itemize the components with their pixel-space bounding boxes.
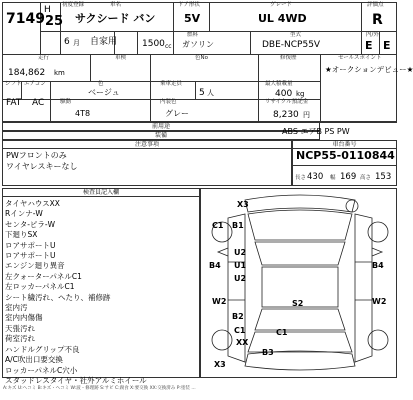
inspection-line: シート穢汚れ、へたり、補修跡 (5, 292, 111, 302)
inspection-line: ロッカーパネルC穴小 (5, 365, 78, 375)
inspection-line: センタ-ピラ-W (5, 219, 56, 229)
mileage-unit: km (54, 69, 65, 77)
displacement-unit: cc (165, 43, 172, 50)
notes-line-2: ワイヤレスキーなし (6, 162, 78, 171)
color-value: ベージュ (88, 88, 120, 97)
shaken-caption: 車検 (115, 55, 127, 61)
inspection-line: 左ロッカーパネルC1 (5, 282, 75, 292)
load-value: 400 (275, 89, 293, 99)
reg-era: H (44, 5, 51, 15)
grade-value: UL 4WD (258, 12, 307, 25)
dims-h-label: 高さ (360, 175, 372, 181)
recycle-unit: 円 (303, 111, 310, 119)
inspection-title: 検査員記入欄 (2, 188, 200, 197)
hist-caption: 修復歴 (280, 55, 297, 61)
reg-month: 6 (64, 37, 70, 47)
int-color-caption: 内装色 (160, 99, 177, 105)
dims-l-label: 長さ (295, 175, 307, 181)
damage-mark: B4 (372, 261, 384, 270)
dims-w: 169 (340, 172, 357, 182)
int-value: E (365, 39, 373, 52)
inspection-line: 荷室汚れ (5, 334, 35, 344)
damage-mark: XX (236, 338, 249, 347)
fuel-caption: 燃料 (187, 32, 199, 38)
damage-mark: X3 (214, 360, 226, 369)
load-unit: kg (296, 90, 305, 98)
damage-mark: U2 (234, 248, 247, 257)
reg-year: 25 (45, 14, 64, 29)
doors-caption: ドア形状 (178, 2, 200, 8)
prev-use-header: 前用途 (2, 122, 320, 131)
mileage-caption: 走行 (38, 55, 50, 61)
int-ext-caption: 内/外 (366, 32, 379, 38)
recycle-caption: リサイクル預託金 (265, 99, 309, 105)
options-value: ABS エアB PS PW (282, 127, 350, 136)
usage-value: 自家用 (90, 37, 118, 47)
color-no-caption: 色No (195, 55, 208, 61)
inspection-line: A/C吹出口要交換 (5, 355, 63, 365)
damage-mark: W2 (372, 297, 387, 306)
damage-mark: B1 (232, 221, 244, 230)
options-header: 装備 (2, 131, 320, 140)
dims-w-label: 幅 (330, 175, 336, 181)
notes-title: 注意事項 (2, 140, 292, 149)
notes-line-1: PWフロントのみ (6, 151, 67, 160)
damage-mark: B3 (262, 348, 274, 357)
eval-value: R (372, 12, 383, 28)
grade-caption: グレード (270, 2, 293, 8)
chassis-number: NCP55-0110844 (296, 149, 395, 162)
doors-value: 5V (184, 12, 201, 25)
inspection-line: スタッドレスタイヤ・社外アルミホイール (5, 375, 147, 385)
inspection-line: 室内汚 (5, 303, 28, 313)
damage-mark: X3 (237, 200, 249, 209)
seats-caption: 乗車定員 (160, 81, 183, 87)
seats-unit: 人 (207, 89, 214, 97)
car-name-caption: 車名 (110, 2, 122, 8)
ac-value: AC (32, 98, 45, 108)
inspection-line: Rインナ-W (5, 209, 43, 219)
inspection-line: ロアサポートU (5, 251, 56, 261)
recycle-value: 8,230 (273, 110, 299, 120)
drive-caption: 駆動 (60, 99, 72, 105)
damage-mark: W2 (212, 297, 227, 306)
shift-value: FAT (6, 98, 22, 108)
damage-mark: C1 (234, 326, 246, 335)
sales-point-value: ★オークションデビュー★ (325, 65, 413, 74)
fuel-value: ガソリン (182, 40, 214, 49)
model-type-caption: 型式 (290, 32, 302, 38)
eval-caption: 評価点 (367, 2, 384, 8)
ac-caption: エアコン (24, 81, 46, 87)
reg-caption: 初度登録 (62, 2, 85, 8)
damage-mark: U1 (234, 261, 247, 270)
sales-point-title: セールスポイント (338, 55, 382, 61)
damage-mark: S2 (292, 299, 304, 308)
chassis-title: 車台番号 (292, 140, 397, 149)
damage-mark: B2 (232, 312, 244, 321)
car-name-value: サクシード バン (75, 12, 156, 25)
dims-l: 430 (307, 172, 324, 182)
mileage-value: 184,862 (8, 68, 46, 78)
inspection-line: ロアサポートU (5, 240, 56, 250)
footer-legend: A:キズ U:ヘコミ B:キズ・ヘコミ W:波・修理跡 S:サビ C:腐食 X:要交換 XX:交換済み P:塗装 ... (3, 386, 196, 391)
inspection-line: 左クォーターパネルC1 (5, 271, 82, 281)
lot-number: 7149 (6, 11, 45, 27)
model-type-value: DBE-NCP55V (262, 40, 321, 50)
damage-mark: B4 (209, 261, 221, 270)
drive-value: 4T8 (75, 109, 91, 118)
inspection-line: タイヤハウスXX (5, 199, 60, 208)
inspection-line: ハンドルグリップ不良 (5, 344, 80, 354)
shift-caption: シフト (5, 81, 22, 87)
inspection-line: 天張汚れ (5, 323, 35, 333)
reg-month-suffix: 月 (73, 39, 80, 47)
inspection-line: 室内内傷傷 (5, 313, 43, 323)
seats-value: 5 (199, 88, 205, 98)
inspection-line: エンジン廻り異音 (5, 261, 65, 271)
load-caption: 最大積載量 (265, 81, 293, 87)
int-color-value: グレー (165, 109, 189, 118)
damage-mark: C1 (212, 221, 224, 230)
inspection-line: 下廻りSX (5, 230, 38, 240)
dims-h: 153 (375, 172, 392, 182)
damage-mark: U2 (234, 274, 247, 283)
damage-mark: C1 (276, 328, 288, 337)
color-caption: 色 (98, 81, 104, 87)
displacement-value: 1500 (142, 39, 165, 49)
ext-value: E (383, 39, 391, 52)
